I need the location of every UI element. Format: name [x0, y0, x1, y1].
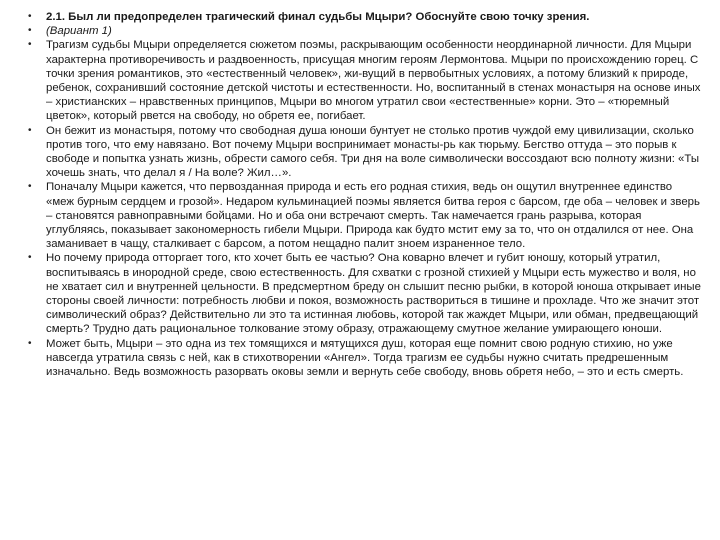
question-title: 2.1. Был ли предопределен трагический финал судьбы Мцыри? Обоснуйте свою точку зрения.: [46, 11, 590, 23]
bullet-list: [28, 10, 702, 379]
paragraph-4: • Но почему природа отторгает того, кто хочет быть ее частью? Она коварно влечет и губит юношу, который утратил, воспитываясь в инородной среде, свою естественность. Для схватки с грозной стихией у Мцыри есть мужество и воля, но не хватает сил и внутренней цельности. В предсмертном бреду он слышит песню рыбки, в которой юноша открывает иные стороны своей личности: потребность любви и покоя, возможность раствориться в тишине и прохладе. Что же значит этот символический образ? Действительно ли это та истинная любовь, которой так жаждет Мцыри, или обман, предвещающий смерть? Трудно дать рациональное толкование этому образу, отражающему смутное желание умирающего юноши.: [28, 251, 702, 336]
paragraph-3: • Поначалу Мцыри кажется, что первозданная природа и есть его родная стихия, ведь он ощутил внутреннее единство «меж бурным сердцем и грозой». Недаром кульминацией поэмы является битва героя с барсом, где оба – человек и зверь – становятся равноправными бойцами. Но и оба они встречают смерть. Так намечается грань разрыва, которая углубляясь, показывает закономерность гибели Мцыри. Природа как будто мстит ему за то, что он отдалился от нее. Она заманивает в чащу, сталкивает с барсом, а потом нещадно палит зноем израненное тело.: [28, 180, 702, 251]
paragraph-5: • Может быть, Мцыри – это одна из тех томящихся и мятущихся душ, которая еще помнит свою родную стихию, но уже навсегда утратила связь с ней, как в стихотворении «Ангел». Тогда трагизм ее судьбы нужно считать предрешенным изначально. Ведь возможность разорвать оковы земли и вернуть себе свободу, вновь обретя небо, – это и есть смерть.: [28, 337, 702, 380]
paragraph-1: • Трагизм судьбы Мцыри определяется сюжетом поэмы, раскрывающим особенности неординарной личности. Для Мцыри характерна противоречивость и раздвоенность, присущая многим героям Лермонтова. Мцыри по происхождению горец. С точки зрения романтиков, это «естественный человек», жи-вущий в первобытных условиях, а потому близкий к природе, ребенок, сохранивший состояние детской чистоты и естественности. Но, воспитанный в стенах монастыря на основе иных – христианских – нравственных принципов, Мцыри во многом утратил свои «естественные» корни. Это – «тюремный цветок», который рвется на свободу, но обретя ее, погибает.: [28, 38, 702, 123]
bullet-variant: [28, 24, 702, 38]
variant-label: (Вариант 1): [46, 25, 112, 38]
bullet-title: [28, 10, 702, 24]
paragraph-2: • Он бежит из монастыря, потому что свободная душа юноши бунтует не столько против чуждой ему цивилизации, сколько против того, что ему навязано. Вот почему Мцыри воспринимает монасты-рь как тюрьму. Бегство оттуда – это порыв к свободе и попытка узнать жизнь, обрести самого себя. Три дня на воле символически воссоздают всю полноту жизни: «Ты хочешь знать, что делал я / На воле? Жил…».: [28, 124, 702, 181]
